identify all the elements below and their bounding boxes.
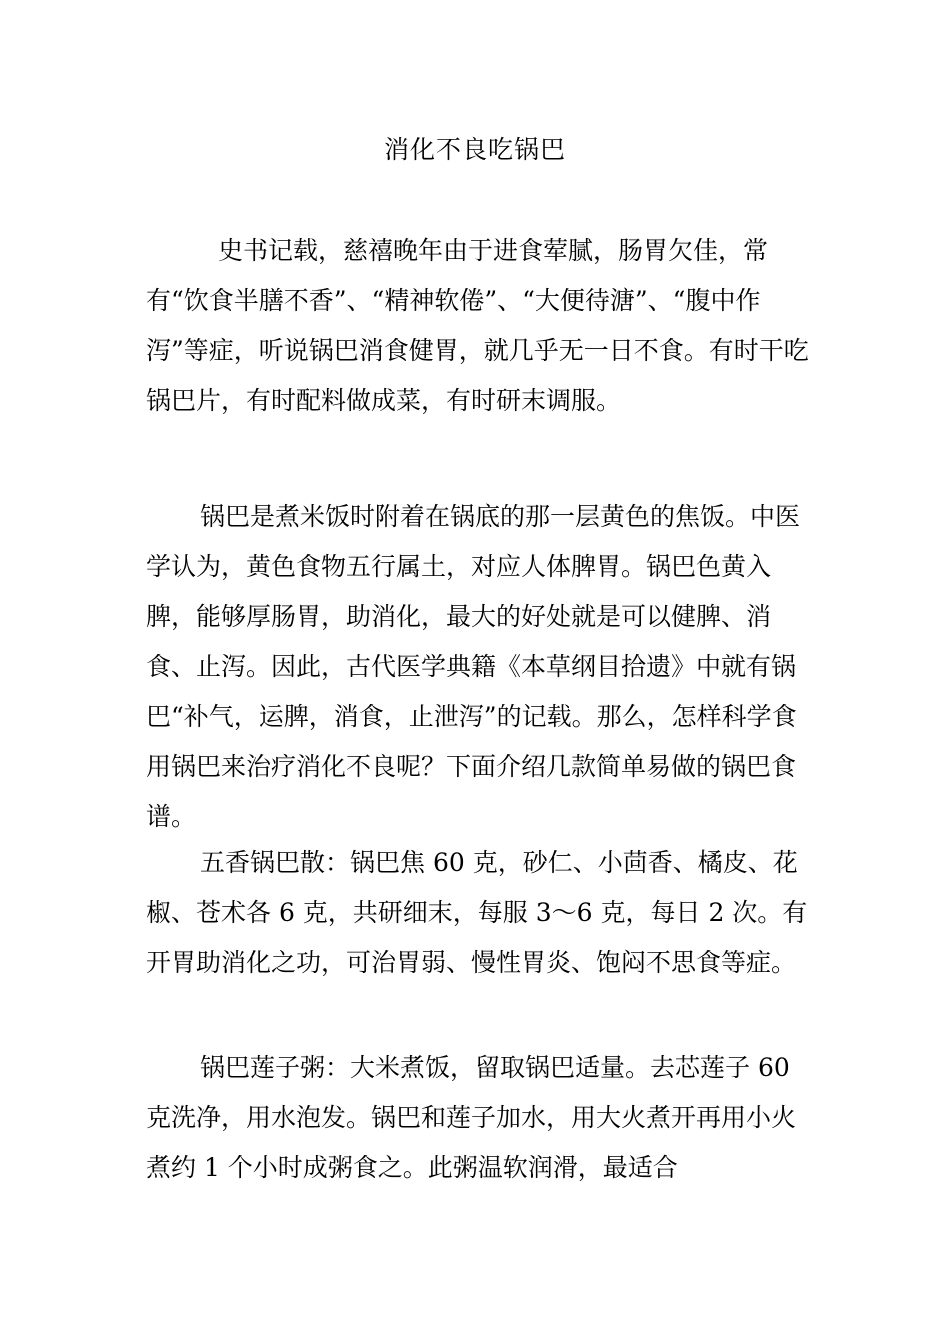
document-title: 消化不良吃锅巴 [383,135,566,164]
paragraph-cixi-history: 史书记载，慈禧晚年由于进食荤腻，肠胃欠佳，常有“饮食半膳不香”、“精神软倦”、“大便待溏”、“腹中作泻”等症，听说锅巴消食健胃，就几乎无一日不食。有时干吃锅巴片，有时配料做成菜，有时研末调服。 [146,236,809,415]
paragraph-recipe-wuxiang: 五香锅巴散：锅巴焦 60 克，砂仁、小茴香、橘皮、花椒、苍术各 6 克，共研细末，每服 3～6 克，每日 2 次。有开胃助消化之功，可治胃弱、慢性胃炎、饱闷不思食等症。 [146,848,808,977]
paragraph-recipe-lianzi: 锅巴莲子粥：大米煮饭，留取锅巴适量。去芯莲子 60 克洗净，用水泡发。锅巴和莲子加水，用大火煮开再用小火煮约 1 个小时成粥食之。此粥温软润滑，最适合 [146,1053,797,1182]
paragraph-guoba-intro: 锅巴是煮米饭时附着在锅底的那一层黄色的焦饭。中医学认为，黄色食物五行属土，对应人体脾胃。锅巴色黄入脾，能够厚肠胃，助消化，最大的好处就是可以健脾、消食、止泻。因此，古代医学典籍《本草纲目拾遗》中就有锅巴“补气，运脾，消食，止泄泻”的记载。那么，怎样科学食用锅巴来治疗消化不良呢？下面介绍几款简单易做的锅巴食谱。 [146,502,801,831]
